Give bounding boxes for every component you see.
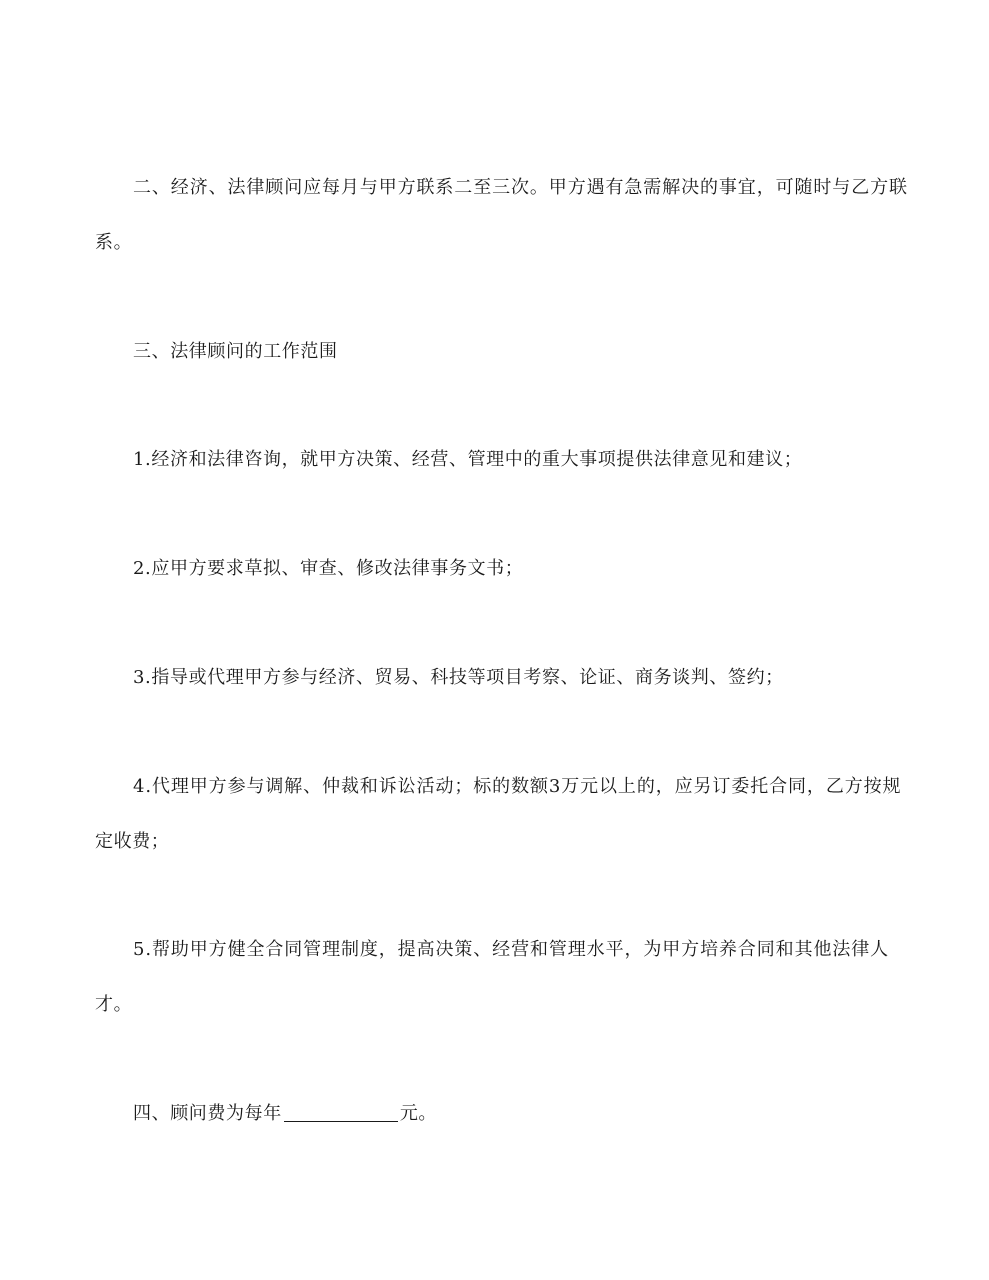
item-5-line-1: 5.帮助甲方健全合同管理制度，提高决策、经营和管理水平，为甲方培养合同和其他法律人	[133, 939, 890, 960]
item-2-text: 2.应甲方要求草拟、审查、修改法律事务文书；	[133, 558, 524, 579]
item-1-text: 1.经济和法律咨询，就甲方决策、经营、管理中的重大事项提供法律意见和建议；	[133, 449, 803, 470]
fee-amount-blank	[284, 1103, 398, 1122]
item-3-text: 3.指导或代理甲方参与经济、贸易、科技等项目考察、论证、商务谈判、签约；	[133, 667, 784, 688]
fee-clause-suffix: 元。	[399, 1103, 438, 1124]
fee-clause	[133, 1102, 437, 1126]
item-4-line-1: 4.代理甲方参与调解、仲裁和诉讼活动；标的数额3万元以上的，应另订委托合同，乙方按规	[133, 776, 902, 797]
section-2-line-1: 二、经济、法律顾问应每月与甲方联系二至三次。甲方遇有急需解决的事宜，可随时与乙方联	[133, 177, 908, 198]
fee-clause-prefix: 四、顾问费为每年	[133, 1103, 282, 1124]
section-2-line-2: 系。	[95, 232, 133, 253]
item-5-line-2: 才。	[95, 994, 133, 1015]
section-3-heading: 三、法律顾问的工作范围	[133, 341, 338, 362]
item-4-line-2: 定收费；	[95, 831, 170, 852]
